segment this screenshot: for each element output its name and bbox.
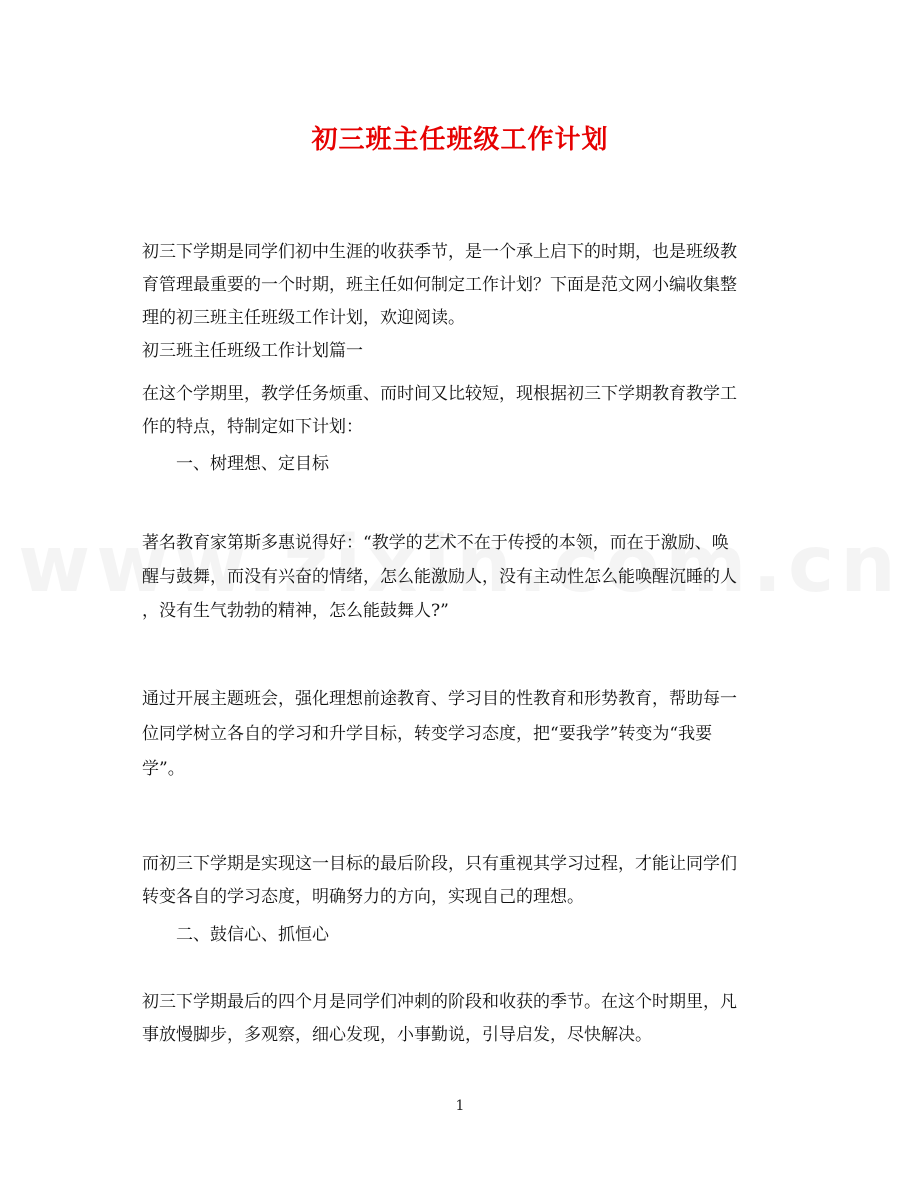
last-paragraph [142, 986, 782, 1052]
text-line: 事放慢脚步，多观察，细心发现，小事勤说，引导启发，尽快解决。 [142, 1025, 652, 1045]
text-line: 初三下学期最后的四个月是同学们冲刺的阶段和收获的季节。在这个时期里，凡 [142, 992, 737, 1012]
text-line: 而初三下学期是实现这一目标的最后阶段，只有重视其学习过程，才能让同学们 [142, 854, 737, 874]
plan-intro-paragraph [142, 378, 782, 444]
text-line: 醒与鼓舞，而没有兴奋的情绪，怎么能激励人，没有主动性怎么能唤醒沉睡的人 [142, 567, 737, 587]
text-line: 初三下学期是同学们初中生涯的收获季节，是一个承上启下的时期，也是班级教 [142, 242, 737, 262]
section-heading [142, 335, 782, 368]
text-line: 二、鼓信心、抓恒心 [176, 925, 329, 945]
text-line: 学”。 [142, 759, 185, 779]
text-line: ，没有生气勃勃的精神，怎么能鼓舞人?” [142, 601, 449, 621]
text-line: 育管理最重要的一个时期，班主任如何制定工作计划？下面是范文网小编收集整 [142, 275, 737, 295]
intro-paragraph [142, 236, 782, 335]
text-line: 在这个学期里，教学任务烦重、而时间又比较短，现根据初三下学期教育教学工 [142, 384, 737, 404]
subheading-two [142, 919, 782, 952]
document-title: 初三班主任班级工作计划 [311, 125, 609, 155]
text-line: 位同学树立各自的学习和升学目标，转变学习态度，把“要我学”转变为“我要 [142, 724, 713, 744]
text-line: 作的特点，特制定如下计划： [142, 417, 363, 437]
text-line: 通过开展主题班会，强化理想前途教育、学习目的性教育和形势教育，帮助每一 [142, 689, 737, 709]
page-number: 1 [455, 1098, 465, 1114]
text-line: 著名教育家第斯多惠说得好：“教学的艺术不在于传授的本领，而在于激励、唤 [142, 533, 729, 553]
text-line: 转变各自的学习态度，明确努力的方向，实现自己的理想。 [142, 887, 584, 907]
final-stage-paragraph [142, 848, 782, 914]
subheading-one [142, 448, 782, 481]
text-line: 一、树理想、定目标 [176, 454, 329, 474]
text-line: 理的初三班主任班级工作计划，欢迎阅读。 [142, 308, 465, 328]
text-line: 初三班主任班级工作计划篇一 [142, 341, 363, 361]
class-meeting-paragraph [142, 682, 782, 787]
quote-paragraph [142, 526, 782, 628]
